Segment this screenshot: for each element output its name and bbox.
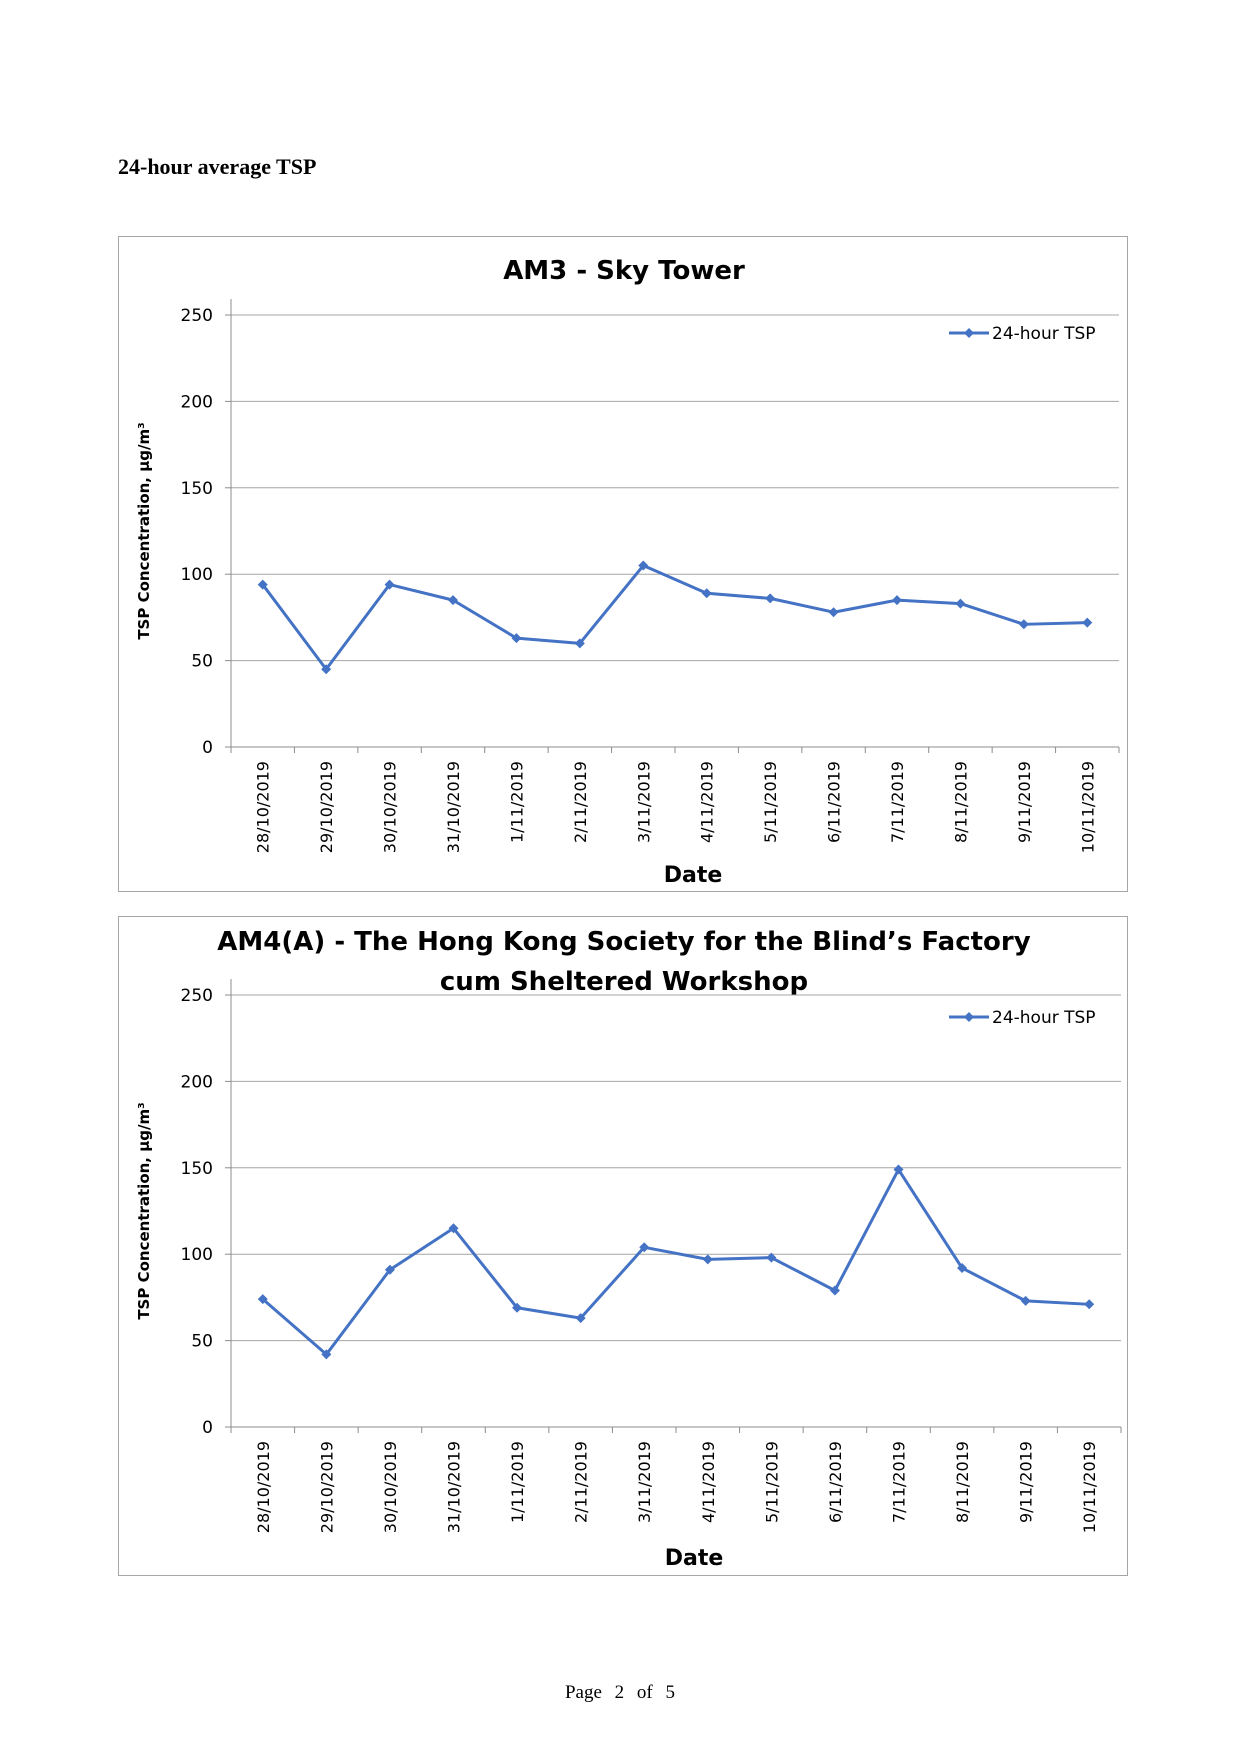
data-point-marker [829, 607, 839, 617]
y-tick-label: 250 [180, 306, 213, 326]
page-heading: 24-hour average TSP [118, 154, 317, 179]
y-tick-label: 50 [191, 651, 213, 672]
x-tick-label: 5/11/2019 [762, 1441, 782, 1524]
y-tick-label: 200 [180, 1072, 213, 1093]
footer-page-number: 2 [614, 1682, 625, 1703]
y-tick-label: 250 [180, 986, 213, 1006]
data-point-marker [892, 595, 902, 605]
x-tick-label: 30/10/2019 [380, 761, 400, 854]
series-line [263, 1170, 1089, 1355]
x-axis-title: Date [664, 1546, 724, 1571]
y-tick-label: 100 [180, 565, 213, 586]
data-point-marker [702, 588, 712, 598]
footer-of-label: of [636, 1682, 653, 1703]
y-tick-label: 50 [191, 1331, 213, 1352]
legend-label: 24-hour TSP [992, 324, 1096, 344]
chart-am3-sky-tower [118, 236, 1128, 892]
x-tick-label: 31/10/2019 [444, 761, 463, 854]
footer-page-total: 5 [665, 1682, 675, 1703]
y-tick-label: 150 [180, 478, 213, 499]
x-tick-label: 5/11/2019 [761, 761, 781, 844]
x-tick-label: 30/10/2019 [380, 1441, 400, 1534]
x-tick-label: 3/11/2019 [635, 1441, 655, 1524]
chart-title-line: AM4(A) - The Hong Kong Society for the Blind’s Factory [217, 927, 1031, 957]
x-tick-label: 29/10/2019 [317, 761, 337, 854]
x-tick-label: 1/11/2019 [507, 761, 527, 844]
x-tick-label: 8/11/2019 [953, 1441, 973, 1524]
legend-label: 24-hour TSP [992, 1008, 1096, 1028]
x-tick-label: 28/10/2019 [253, 761, 273, 854]
x-tick-label: 10/11/2019 [1078, 760, 1098, 854]
data-point-marker [765, 593, 775, 603]
y-tick-label: 150 [180, 1158, 213, 1179]
x-tick-label: 7/11/2019 [888, 761, 907, 844]
series-line [263, 566, 1088, 670]
chart-am3-svg [119, 237, 1129, 893]
y-tick-label: 0 [202, 738, 213, 758]
y-axis-title: TSP Concentration, μg/m³ [135, 422, 153, 640]
y-axis-title: TSP Concentration, μg/m³ [135, 1102, 153, 1320]
data-point-marker [1084, 1299, 1094, 1309]
x-tick-label: 6/11/2019 [825, 1441, 845, 1524]
x-tick-label: 29/10/2019 [317, 1441, 337, 1534]
data-point-marker [955, 599, 965, 609]
x-tick-label: 9/11/2019 [1014, 761, 1034, 844]
x-tick-label: 31/10/2019 [444, 1441, 464, 1534]
x-tick-label: 8/11/2019 [951, 761, 971, 844]
y-tick-label: 0 [202, 1418, 213, 1438]
x-tick-label: 2/11/2019 [570, 761, 590, 844]
y-tick-label: 200 [180, 392, 213, 413]
chart-title-line: cum Sheltered Workshop [439, 967, 809, 997]
x-axis-title: Date [663, 863, 723, 888]
chart-title-line: AM3 - Sky Tower [503, 256, 745, 286]
x-tick-label: 28/10/2019 [253, 1441, 273, 1534]
data-point-marker [1021, 1296, 1031, 1306]
x-tick-label: 6/11/2019 [824, 761, 844, 844]
legend-marker [964, 328, 974, 338]
x-tick-label: 4/11/2019 [698, 1441, 718, 1524]
x-tick-label: 7/11/2019 [889, 1441, 909, 1524]
x-tick-label: 10/11/2019 [1080, 1441, 1100, 1534]
x-tick-label: 9/11/2019 [1016, 1441, 1036, 1524]
x-tick-label: 4/11/2019 [697, 761, 717, 844]
data-point-marker [703, 1254, 713, 1264]
chart-am4a-svg [119, 917, 1129, 1577]
chart-am4a-blind-factory [118, 916, 1128, 1576]
x-tick-label: 2/11/2019 [571, 1441, 591, 1524]
x-tick-label: 3/11/2019 [634, 761, 654, 844]
y-tick-label: 100 [180, 1245, 213, 1266]
footer-page-label: Page [564, 1682, 602, 1703]
x-tick-label: 1/11/2019 [508, 1441, 528, 1524]
page-footer [0, 1682, 1240, 1704]
data-point-marker [1019, 619, 1029, 629]
legend-marker [964, 1012, 974, 1022]
data-point-marker [1082, 618, 1092, 628]
